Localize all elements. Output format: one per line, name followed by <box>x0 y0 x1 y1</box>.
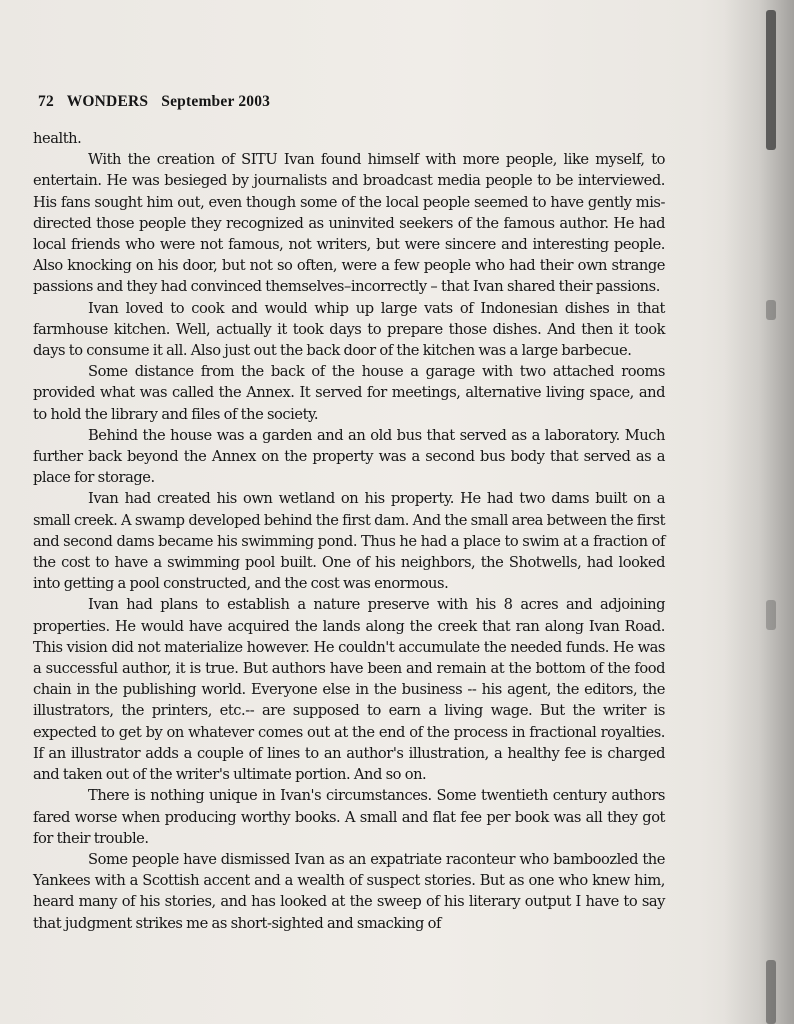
paragraph: Ivan loved to cook and would whip up large vats of Indonesian dishes in that farmhouse kitchen. Well, actually it took days to prepare those dishes. And then it took days to consume it all. Also just out the back door of the kitchen was a large barbecue. <box>33 299 665 360</box>
issue-date: September 2003 <box>161 93 271 110</box>
publication-title: WONDERS <box>66 93 149 110</box>
paragraph: With the creation of SITU Ivan found himself with more people, like myself, to entertain. He was besieged by journalists and broadcast media people to be interviewed. His fans sought him out, even though some of the local people seemed to have gently mis-directed those people they recognized as uninvited seekers of the famous author. He had local friends who were not famous, not writers, but were sincere and interesting people. Also knocking on his door, but not so often, were a few people who had their own strange passions and they had convinced themselves–incorrectly – that Ivan shared their passions. <box>33 151 665 296</box>
paragraph: Some distance from the back of the house a garage with two attached rooms provided what was called the Annex. It served for meetings, alternative living space, and to hold the library and files of the society. <box>33 363 665 423</box>
paragraph: Some people have dismissed Ivan as an expatriate raconteur who bamboozled the Yankees with a Scottish accent and a wealth of suspect stories. But as one who knew him, heard many of his stories, and has looked at the sweep of his literary output I have to say that judgment strikes me as short-sighted and smacking of <box>33 850 665 932</box>
binding-edge <box>766 600 776 630</box>
binding-edge <box>766 300 776 320</box>
paragraph: health. <box>33 130 82 147</box>
paragraph: Ivan had plans to establish a nature preserve with his 8 acres and adjoining properties. He would have acquired the lands along the creek that ran along Ivan Road. This vision did not materialize however. He couldn't accumulate the needed funds. He was a successful author, it is true. But authors have been and remain at the bottom of the food chain in the publishing world. Everyone else in the business -- his agent, the editors, the illustrators, the printers, etc.-- are supposed to earn a living wage. But the writer is expected to get by on whatever comes out at the end of the process in fractional royalties. If an illustrator adds a couple of lines to an author's illustration, a healthy fee is charged and taken out of the writer's ultimate portion. And so on. <box>33 596 665 784</box>
body-text <box>33 128 665 934</box>
paragraph: There is nothing unique in Ivan's circumstances. Some twentieth century authors fared worse when producing worthy books. A small and flat fee per book was all they got for their trouble. <box>33 787 665 847</box>
binding-edge <box>766 960 776 1024</box>
paragraph: Ivan had created his own wetland on his property. He had two dams built on a small creek. A swamp developed behind the first dam. And the small area between the first and second dams became his swimming pond. Thus he had a place to swim at a fraction of the cost to have a swimming pool built. One of his neighbors, the Shotwells, had looked into getting a pool constructed, and the cost was enormous. <box>33 490 665 593</box>
page-number: 72 <box>38 93 54 110</box>
page-binding-shadow <box>724 0 794 1024</box>
paragraph: Behind the house was a garden and an old bus that served as a laboratory. Much further back beyond the Annex on the property was a second bus body that served as a place for storage. <box>33 426 665 487</box>
running-header <box>38 93 279 111</box>
binding-edge <box>766 10 776 150</box>
